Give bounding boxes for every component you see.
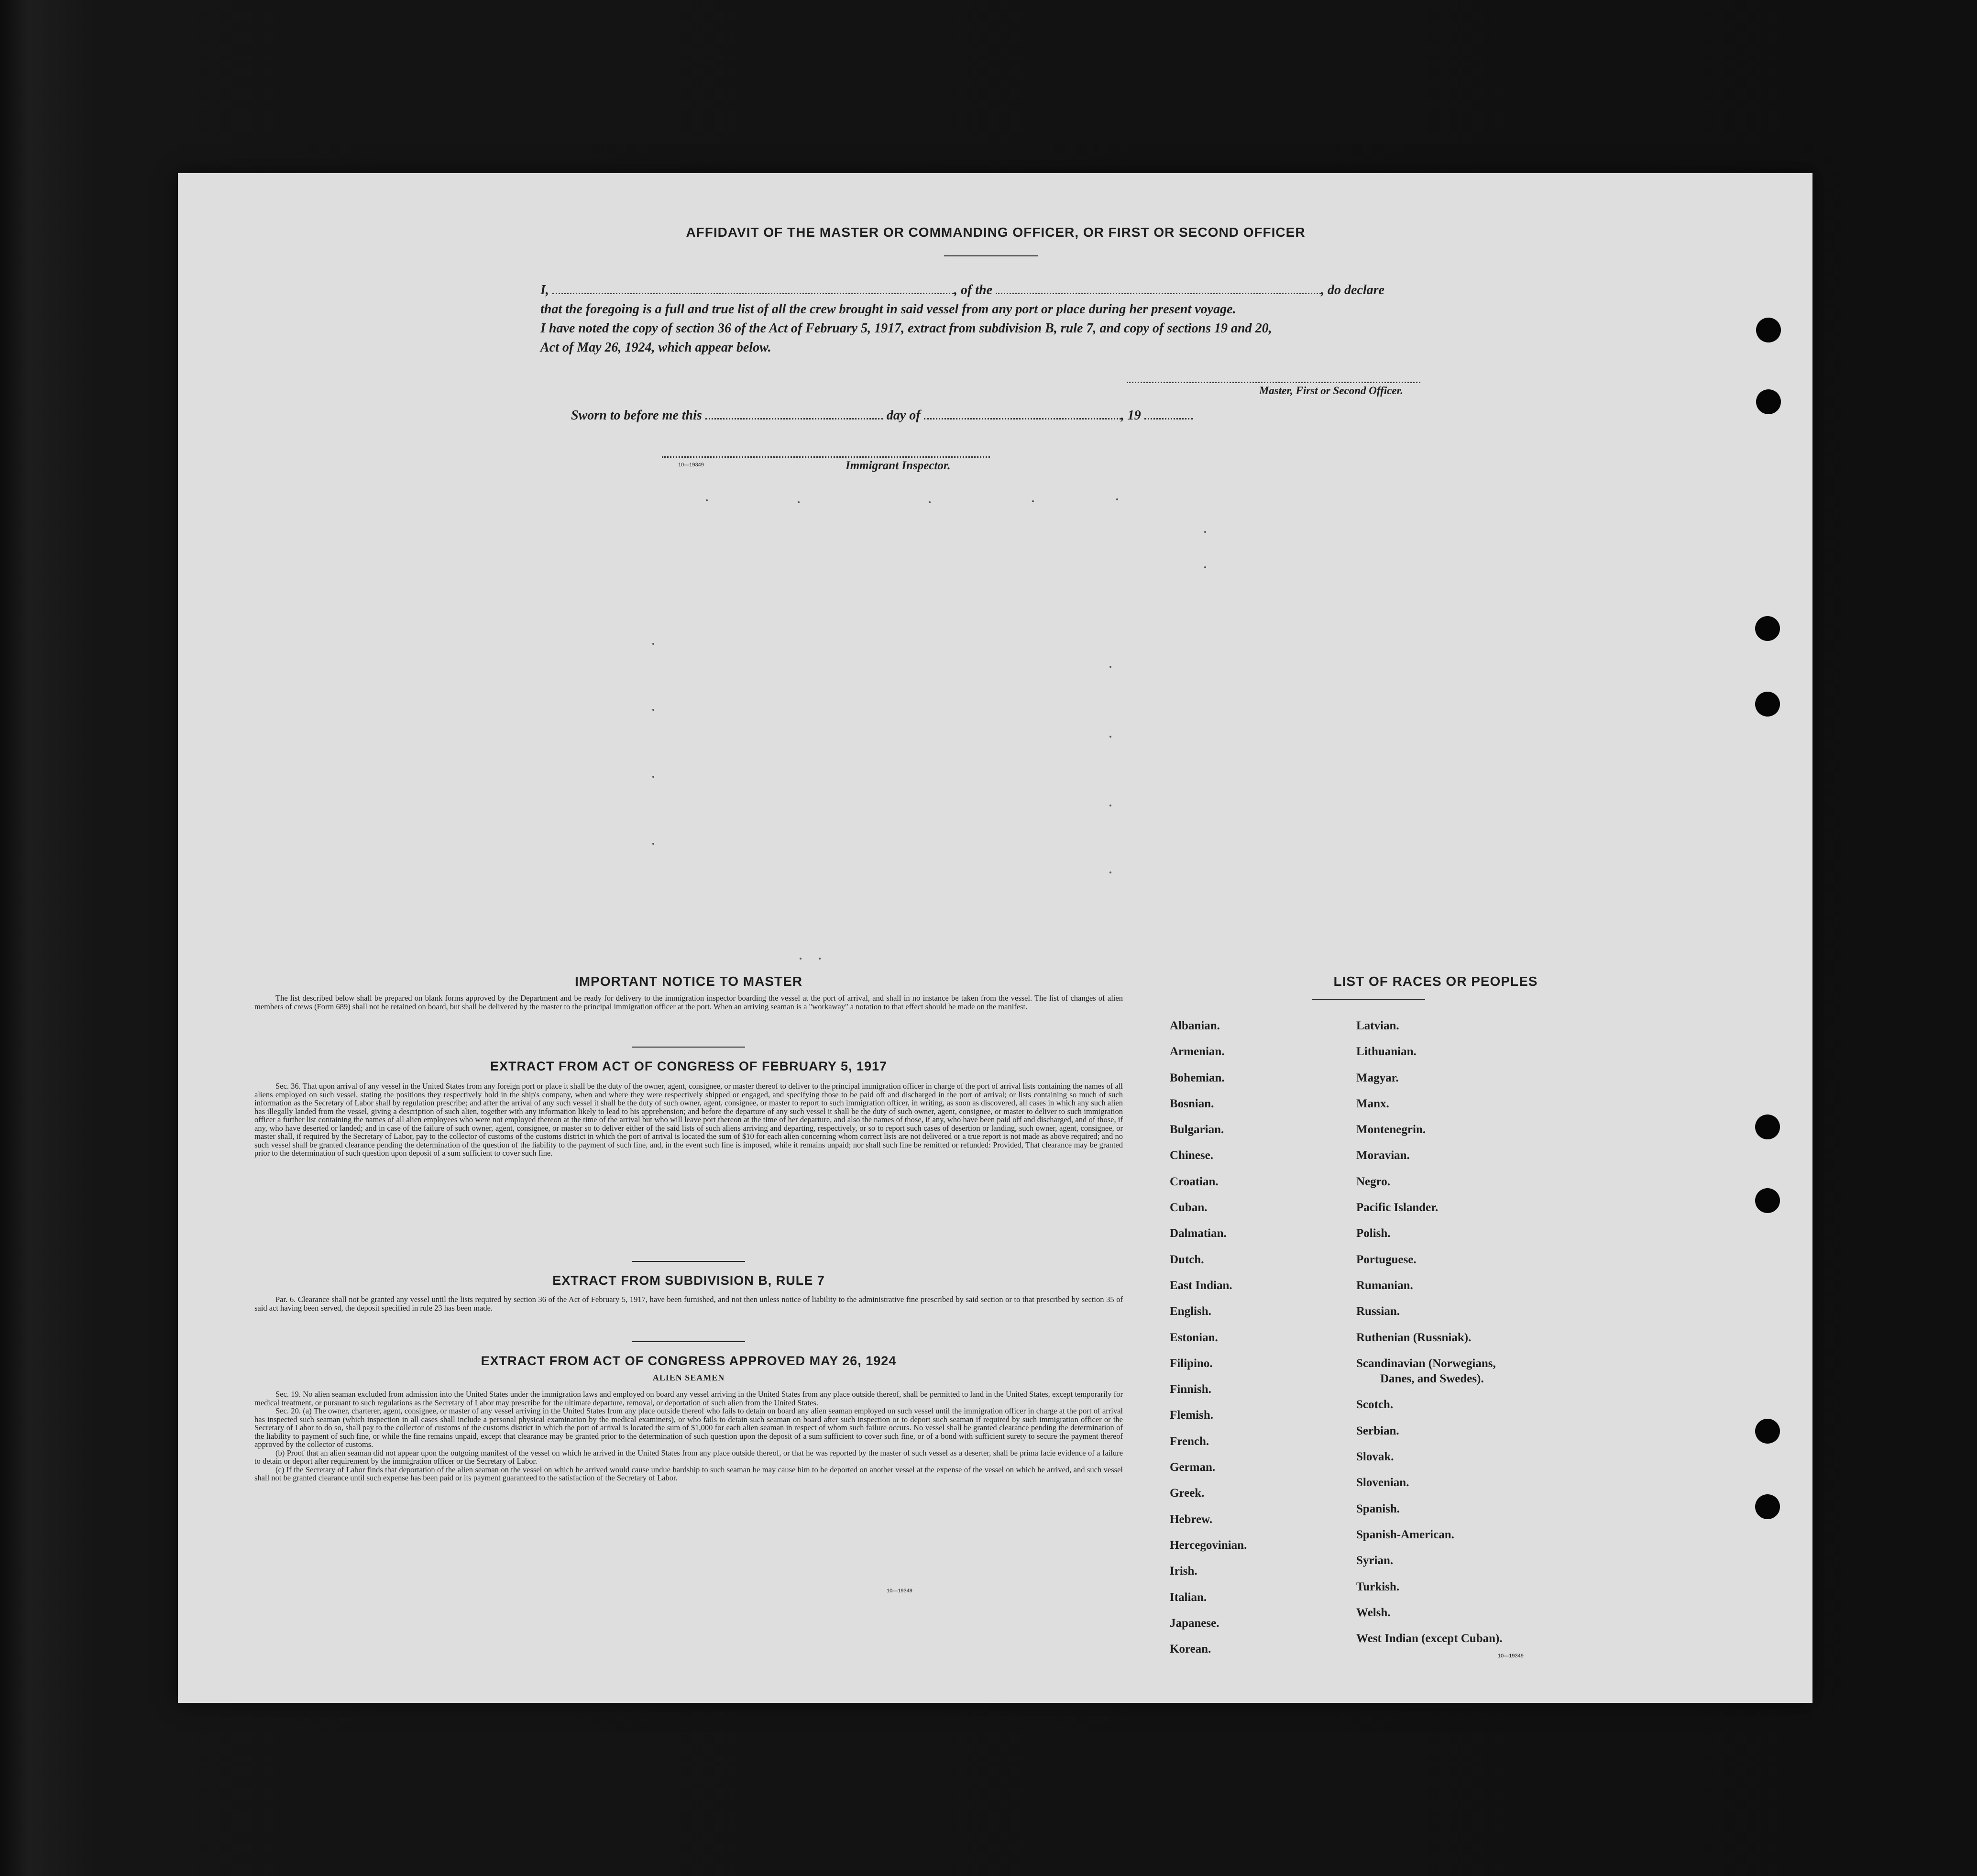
- extract-1924-sections: [254, 1390, 1123, 1482]
- speck: [1032, 500, 1034, 502]
- race-item: Estonian.: [1170, 1331, 1218, 1344]
- race-item: Bulgarian.: [1170, 1123, 1224, 1137]
- year-label: , 19: [1120, 408, 1141, 423]
- extract-1917-body: Sec. 36. That upon arrival of any vessel in the United States from any foreign port or place it shall be the duty of the owner, agent, consignee, or master thereof to deliver to the principal immigration officer in charge of the port of arrival lists containing the names of all aliens employed on such vessel, stating the positions they respectively hold in the ship's company, when and where they were respectively shipped or engaged, and specifying those to be paid off and discharged in the port of arrival; or lists containing so much of such information as the Secretary of Labor shall by regulation prescribe; and after the arrival of any such vessel it shall be the duty of such owner, agent, consignee, or master to report to such immigration officer, in writing, as soon as discovered, all cases in which any such alien has illegally landed from the vessel, giving a description of such alien, together with any information likely to lead to his apprehension; and before the departure of any such vessel it shall be the duty of such owner, agent, consignee, or master to deliver to such immigration officer a further list containing the names of all alien employees who were not employed thereon at the time of the arrival but who will leave port thereon at the time of her departure, and also the names of those, if any, who have been paid off and discharged, and of those, if any, who have deserted or landed; and in case of the failure of such owner, agent, consignee, or master so to deliver either of the said lists of such aliens arriving and departing, respectively, or so to report such cases of desertion or landing, such owner, agent, consignee, or master shall, if required by the Secretary of Labor, pay to the collector of customs of the customs district in which the port of arrival is located the sum of $10 for each alien concerning whom correct lists are not delivered or a true report is not made as above required; and no such vessel shall be granted clearance pending the determination of the question of the liability to the payment of such fine, and, in the event such fine is imposed, while it remains unpaid; nor shall such fine be remitted or refunded: Provided, That clearance may be granted prior to the determination of such question upon deposit of a sum sufficient to cover such fine.: [254, 1081, 1123, 1158]
- speck: [1109, 666, 1111, 668]
- race-item: Portuguese.: [1356, 1253, 1417, 1266]
- sworn-prefix: Sworn to before me this: [571, 408, 702, 423]
- signature-line[interactable]: [1127, 382, 1420, 383]
- race-item: Finnish.: [1170, 1383, 1211, 1396]
- race-item: Scotch.: [1356, 1398, 1394, 1412]
- speck: [706, 499, 708, 501]
- notice-body: The list described below shall be prepared on blank forms approved by the Department and be ready for delivery to the immigration inspector boarding the vessel at the port of arrival, and shall in no instance be taken from the vessel. The list of changes of alien members of crews (Form 689) shall not be retained on board, but shall be delivered by the master to the principal immigration officer at the port. When an arriving seaman is a "workaway" a notation to that effect should be made on the manifest.: [254, 993, 1123, 1011]
- races-column-1: [1170, 1013, 1247, 1662]
- extract-rule7-body: Par. 6. Clearance shall not be granted any vessel until the lists required by section 36 of the Act of February 5, 1917, have been furnished, and not then unless notice of liability to the administrative fine prescribed by said section or to that prescribed by section 35 of said act having been served, the deposit specified in rule 23 has been made.: [254, 1295, 1123, 1313]
- speck: [1109, 736, 1111, 738]
- race-item: Hercegovinian.: [1170, 1538, 1247, 1552]
- race-item: Spanish-American.: [1356, 1528, 1454, 1541]
- race-item: West Indian (except Cuban).: [1356, 1632, 1503, 1645]
- speck: [800, 958, 802, 960]
- race-item: French.: [1170, 1435, 1209, 1448]
- divider: [632, 1261, 745, 1262]
- race-item: Filipino.: [1170, 1357, 1213, 1370]
- month-blank[interactable]: [924, 405, 1121, 419]
- divider: [944, 255, 1038, 256]
- race-item: English.: [1170, 1305, 1211, 1318]
- race-item: Spanish.: [1356, 1502, 1400, 1515]
- race-item: Japanese.: [1170, 1616, 1219, 1630]
- punch-hole: [1755, 1115, 1780, 1139]
- race-item: Serbian.: [1356, 1424, 1399, 1437]
- speck: [929, 501, 931, 503]
- form-number: 10—19349: [887, 1588, 912, 1594]
- declarant-prefix: I,: [540, 283, 549, 298]
- day-of-label: day of: [886, 408, 921, 423]
- do-declare-label: , do declare: [1321, 283, 1384, 298]
- extract-rule7-title: EXTRACT FROM SUBDIVISION B, RULE 7: [552, 1273, 825, 1288]
- day-blank[interactable]: [705, 405, 883, 419]
- sec-20-c: (c) If the Secretary of Labor finds that deportation of the alien seaman on the vessel on which he arrived would cause undue hardship to such seaman he may cause him to be deported on another vessel at the expense of the vessel on which he arrived, and such vessel shall not be granted clearance until such expense has been paid or its payment guaranteed to the satisfaction of the Secretary of Labor.: [254, 1465, 1123, 1482]
- speck: [1204, 531, 1206, 533]
- form-number: 10—19349: [678, 462, 704, 468]
- race-item: German.: [1170, 1461, 1216, 1474]
- race-item: Greek.: [1170, 1487, 1205, 1500]
- race-item: Pacific Islander.: [1356, 1201, 1439, 1214]
- of-the-label: , of the: [954, 283, 993, 298]
- race-item: Dutch.: [1170, 1253, 1204, 1266]
- races-title: LIST OF RACES OR PEOPLES: [1333, 974, 1538, 989]
- speck: [652, 843, 654, 845]
- race-item: Ruthenian (Russniak).: [1356, 1331, 1472, 1344]
- speck: [798, 501, 800, 503]
- inspector-signature-line[interactable]: [662, 456, 990, 458]
- notice-title: IMPORTANT NOTICE TO MASTER: [574, 974, 803, 989]
- punch-hole: [1755, 692, 1780, 717]
- race-item: Rumanian.: [1356, 1279, 1413, 1292]
- form-number: 10—19349: [1498, 1653, 1524, 1659]
- sec-20-a: Sec. 20. (a) The owner, charterer, agent, consignee, or master of any vessel arriving in the United States from any place outside thereof who fails to detain on board any alien seaman employed on such vessel until the immigration officer in charge at the port of arrival has inspected such seaman (which inspection in all cases shall include a personal physical examination by the medical examiners), or who fails to detain such seaman on board after such inspection or to deport such seaman if required by such immigration officer or the Secretary of Labor to do so, shall pay to the collector of customs of the customs district in which the port of arrival is located the sum of $1,000 for each alien seaman in respect of whom such failure occurs. No vessel shall be granted clearance pending the determination of the liability to payment of such fine, or while the fine remains unpaid, except that clearance may be granted prior to the determination of such question upon the deposit of a sum sufficient to cover such fine, or of a bond with sufficient surety to secure the payment thereof approved by the collector of customs.: [254, 1406, 1123, 1449]
- punch-hole: [1756, 389, 1781, 414]
- divider: [1312, 999, 1425, 1000]
- race-item: Scandinavian (Norwegians,: [1356, 1357, 1496, 1370]
- race-item: Chinese.: [1170, 1149, 1213, 1162]
- race-item: Korean.: [1170, 1643, 1211, 1656]
- divider: [632, 1341, 745, 1342]
- race-item: Welsh.: [1356, 1606, 1391, 1619]
- race-item: Slovenian.: [1356, 1476, 1409, 1490]
- declaration-line: [540, 279, 1449, 300]
- speck: [819, 958, 821, 960]
- race-item: Lithuanian.: [1356, 1045, 1417, 1059]
- race-item: Cuban.: [1170, 1201, 1208, 1214]
- speck: [652, 709, 654, 711]
- speck: [1109, 805, 1111, 806]
- race-item: East Indian.: [1170, 1279, 1232, 1292]
- name-blank[interactable]: [552, 279, 954, 294]
- race-item: Russian.: [1356, 1305, 1400, 1318]
- sworn-line: [571, 405, 1193, 423]
- race-item: Danes, and Swedes).: [1380, 1372, 1484, 1386]
- sec-20-b: (b) Proof that an alien seaman did not appear upon the outgoing manifest of the vessel on which he arrived in the United States from any place outside thereof, or that he was reported by the master of such vessel as a deserter, shall be prima facie evidence of a failure to detain or deport after requirement by the immigration officer or the Secretary of Labor.: [254, 1448, 1123, 1466]
- vessel-blank[interactable]: [996, 279, 1321, 294]
- race-item: Armenian.: [1170, 1045, 1225, 1059]
- race-item: Moravian.: [1356, 1149, 1410, 1162]
- affidavit-title: AFFIDAVIT OF THE MASTER OR COMMANDING OFFICER, OR FIRST OR SECOND OFFICER: [686, 225, 1306, 240]
- signature-caption: Master, First or Second Officer.: [1259, 385, 1403, 397]
- punch-hole: [1755, 1494, 1780, 1519]
- punch-hole: [1755, 1419, 1780, 1444]
- race-item: Bosnian.: [1170, 1097, 1214, 1110]
- document-page: [178, 173, 1812, 1703]
- race-item: Polish.: [1356, 1227, 1391, 1240]
- race-item: Bohemian.: [1170, 1071, 1225, 1084]
- extract-1917-title: EXTRACT FROM ACT OF CONGRESS OF FEBRUARY 5, 1917: [490, 1059, 888, 1073]
- speck: [652, 776, 654, 778]
- inspector-caption: Immigrant Inspector.: [846, 459, 951, 472]
- race-item: Montenegrin.: [1356, 1123, 1426, 1137]
- speck: [1109, 872, 1111, 873]
- race-item: Hebrew.: [1170, 1512, 1213, 1526]
- affidavit-line-4: Act of May 26, 1924, which appear below.: [540, 340, 771, 355]
- race-item: Croatian.: [1170, 1175, 1219, 1188]
- punch-hole: [1755, 616, 1780, 641]
- affidavit-line-2: that the foregoing is a full and true list of all the crew brought in said vessel from any port or place during her present voyage.: [540, 302, 1236, 317]
- race-item: Flemish.: [1170, 1409, 1213, 1422]
- race-item: Magyar.: [1356, 1071, 1399, 1084]
- affidavit-body: [540, 279, 1449, 357]
- races-column-2: [1356, 1013, 1503, 1652]
- race-item: Irish.: [1170, 1565, 1197, 1578]
- race-item: Slovak.: [1356, 1450, 1394, 1464]
- affidavit-line-3: I have noted the copy of section 36 of the Act of February 5, 1917, extract from subdivision B, rule 7, and copy of sections 19 and 20,: [540, 321, 1272, 336]
- divider: [632, 1047, 745, 1048]
- race-item: Manx.: [1356, 1097, 1389, 1110]
- race-item: Albanian.: [1170, 1019, 1220, 1032]
- extract-1924-subtitle: ALIEN SEAMEN: [652, 1373, 725, 1382]
- race-item: Italian.: [1170, 1590, 1207, 1604]
- speck: [1204, 566, 1206, 568]
- race-item: Turkish.: [1356, 1580, 1400, 1593]
- extract-1924-title: EXTRACT FROM ACT OF CONGRESS APPROVED MAY 26, 1924: [481, 1354, 897, 1368]
- race-item: Dalmatian.: [1170, 1227, 1227, 1240]
- race-item: Latvian.: [1356, 1019, 1399, 1032]
- speck: [1116, 498, 1118, 500]
- punch-hole: [1755, 1188, 1780, 1213]
- race-item: Syrian.: [1356, 1554, 1394, 1567]
- year-blank[interactable]: [1144, 405, 1193, 419]
- sec-19: Sec. 19. No alien seaman excluded from admission into the United States under the immigration laws and employed on board any vessel arriving in the United States from any place outside thereof, shall be permitted to land in the United States, except temporarily for medical treatment, or pursuant to such regulations as the Secretary of Labor may prescribe for the ultimate departure, removal, or deportation of such alien from the United States.: [254, 1390, 1123, 1407]
- race-item: Negro.: [1356, 1175, 1391, 1188]
- punch-hole: [1756, 318, 1781, 342]
- speck: [652, 643, 654, 645]
